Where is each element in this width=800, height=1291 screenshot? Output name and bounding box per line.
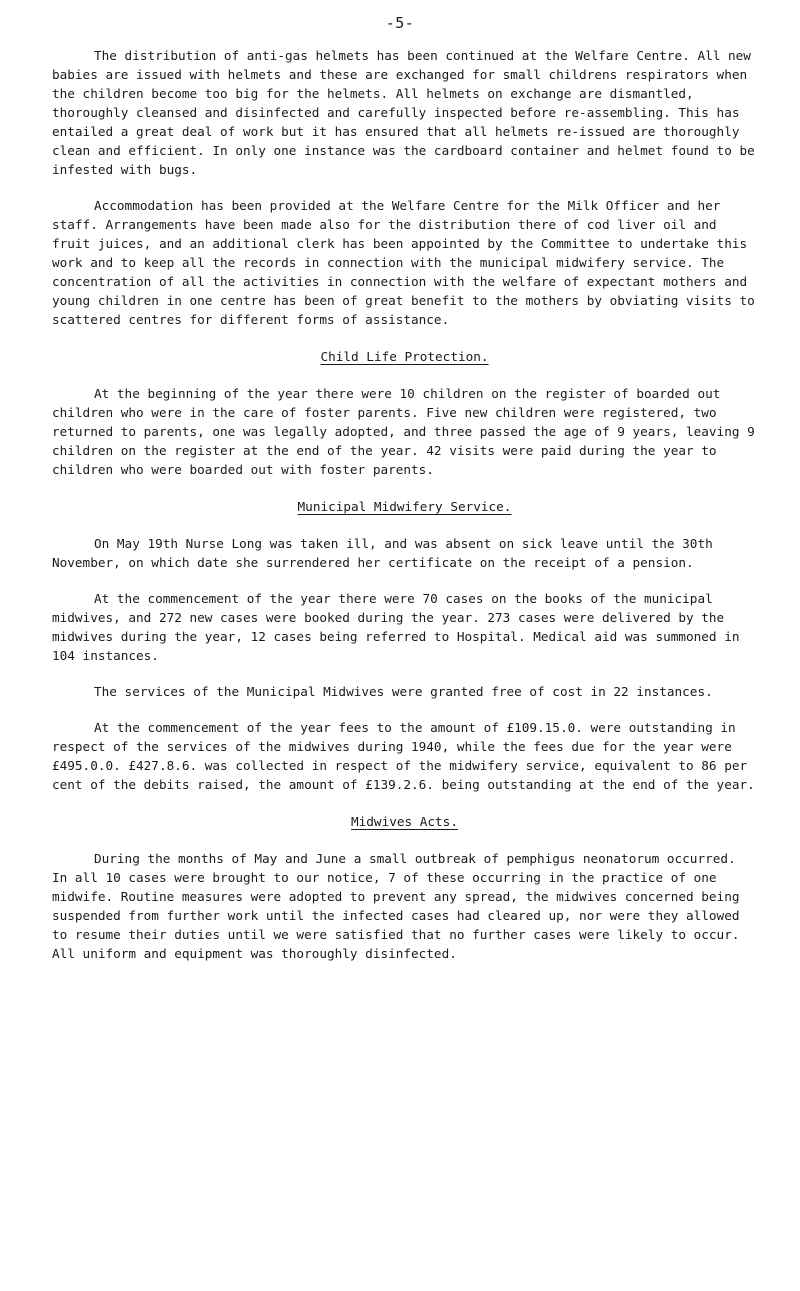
paragraph-anti-gas-helmets: The distribution of anti-gas helmets has been continued at the Welfare Centre. All new babies are issued with helmets and these are exchanged for small childrens respirators when the children become too big for the helmets. All helmets on exchange are dismantled, thoroughly cleansed and disinfected and carefully inspected before re-assembling. This has entailed a great deal of work but it has ensured that all helmets re-issued are thoroughly clean and efficient. In only one instance was the cardboard container and helmet found to be infested with bugs.: [52, 48, 755, 177]
section-heading-child-life-protection: [52, 347, 757, 366]
paragraph-midwifery-cases: At the commencement of the year there were 70 cases on the books of the municipal midwives, and 272 new cases were booked during the year. 273 cases were delivered by the midwives during the year, 12 cases being referred to Hospital. Medical aid was summoned in 104 instances.: [52, 591, 740, 663]
paragraph-pemphigus-outbreak: During the months of May and June a small outbreak of pemphigus neonatorum occurred. In all 10 cases were brought to our notice, 7 of these occurring in the practice of one midwife. Routine measures were adopted to prevent any spread, the midwives concerned being suspended from further work until the infected cases had cleared up, nor were they allowed to resume their duties until we were satisfied that no further cases were likely to occur. All uniform and equipment was thoroughly disinfected.: [52, 851, 740, 961]
heading-text: Child Life Protection.: [320, 349, 489, 364]
section-heading-municipal-midwifery: [52, 497, 757, 516]
heading-text: Municipal Midwifery Service.: [297, 499, 512, 514]
paragraph-child-life-protection: At the beginning of the year there were 10 children on the register of boarded out children who were in the care of foster parents. Five new children were registered, two returned to parents, one was legally adopted, and three passed the age of 9 years, leaving 9 children on the register at the end of the year. 42 visits were paid during the year to children who were boarded out with foster parents.: [52, 386, 755, 477]
paragraph-midwifery-fees: At the commencement of the year fees to the amount of £109.15.0. were outstanding in respect of the services of the midwives during 1940, while the fees due for the year were £495.0.0. £427.8.6. was collected in respect of the midwifery service, equivalent to 86 per cent of the debits raised, the amount of £139.2.6. being outstanding at the end of the year.: [52, 720, 755, 792]
heading-text: Midwives Acts.: [351, 814, 458, 829]
page-number: -5-: [385, 14, 415, 32]
page-body: [52, 46, 757, 963]
section-heading-midwives-acts: [52, 812, 757, 831]
paragraph-nurse-long: On May 19th Nurse Long was taken ill, and was absent on sick leave until the 30th November, on which date she surrendered her certificate on the receipt of a pension.: [52, 536, 713, 570]
paragraph-free-services: The services of the Municipal Midwives were granted free of cost in 22 instances.: [94, 684, 713, 699]
paragraph-welfare-accommodation: Accommodation has been provided at the Welfare Centre for the Milk Officer and her staff. Arrangements have been made also for the distribution there of cod liver oil and fruit juices, and an additional clerk has been appointed by the Committee to undertake this work and to keep all the records in connection with the municipal midwifery service. The concentration of all the activities in connection with the welfare of expectant mothers and young children in one centre has been of great benefit to the mothers by obviating visits to scattered centres for different forms of assistance.: [52, 198, 755, 327]
